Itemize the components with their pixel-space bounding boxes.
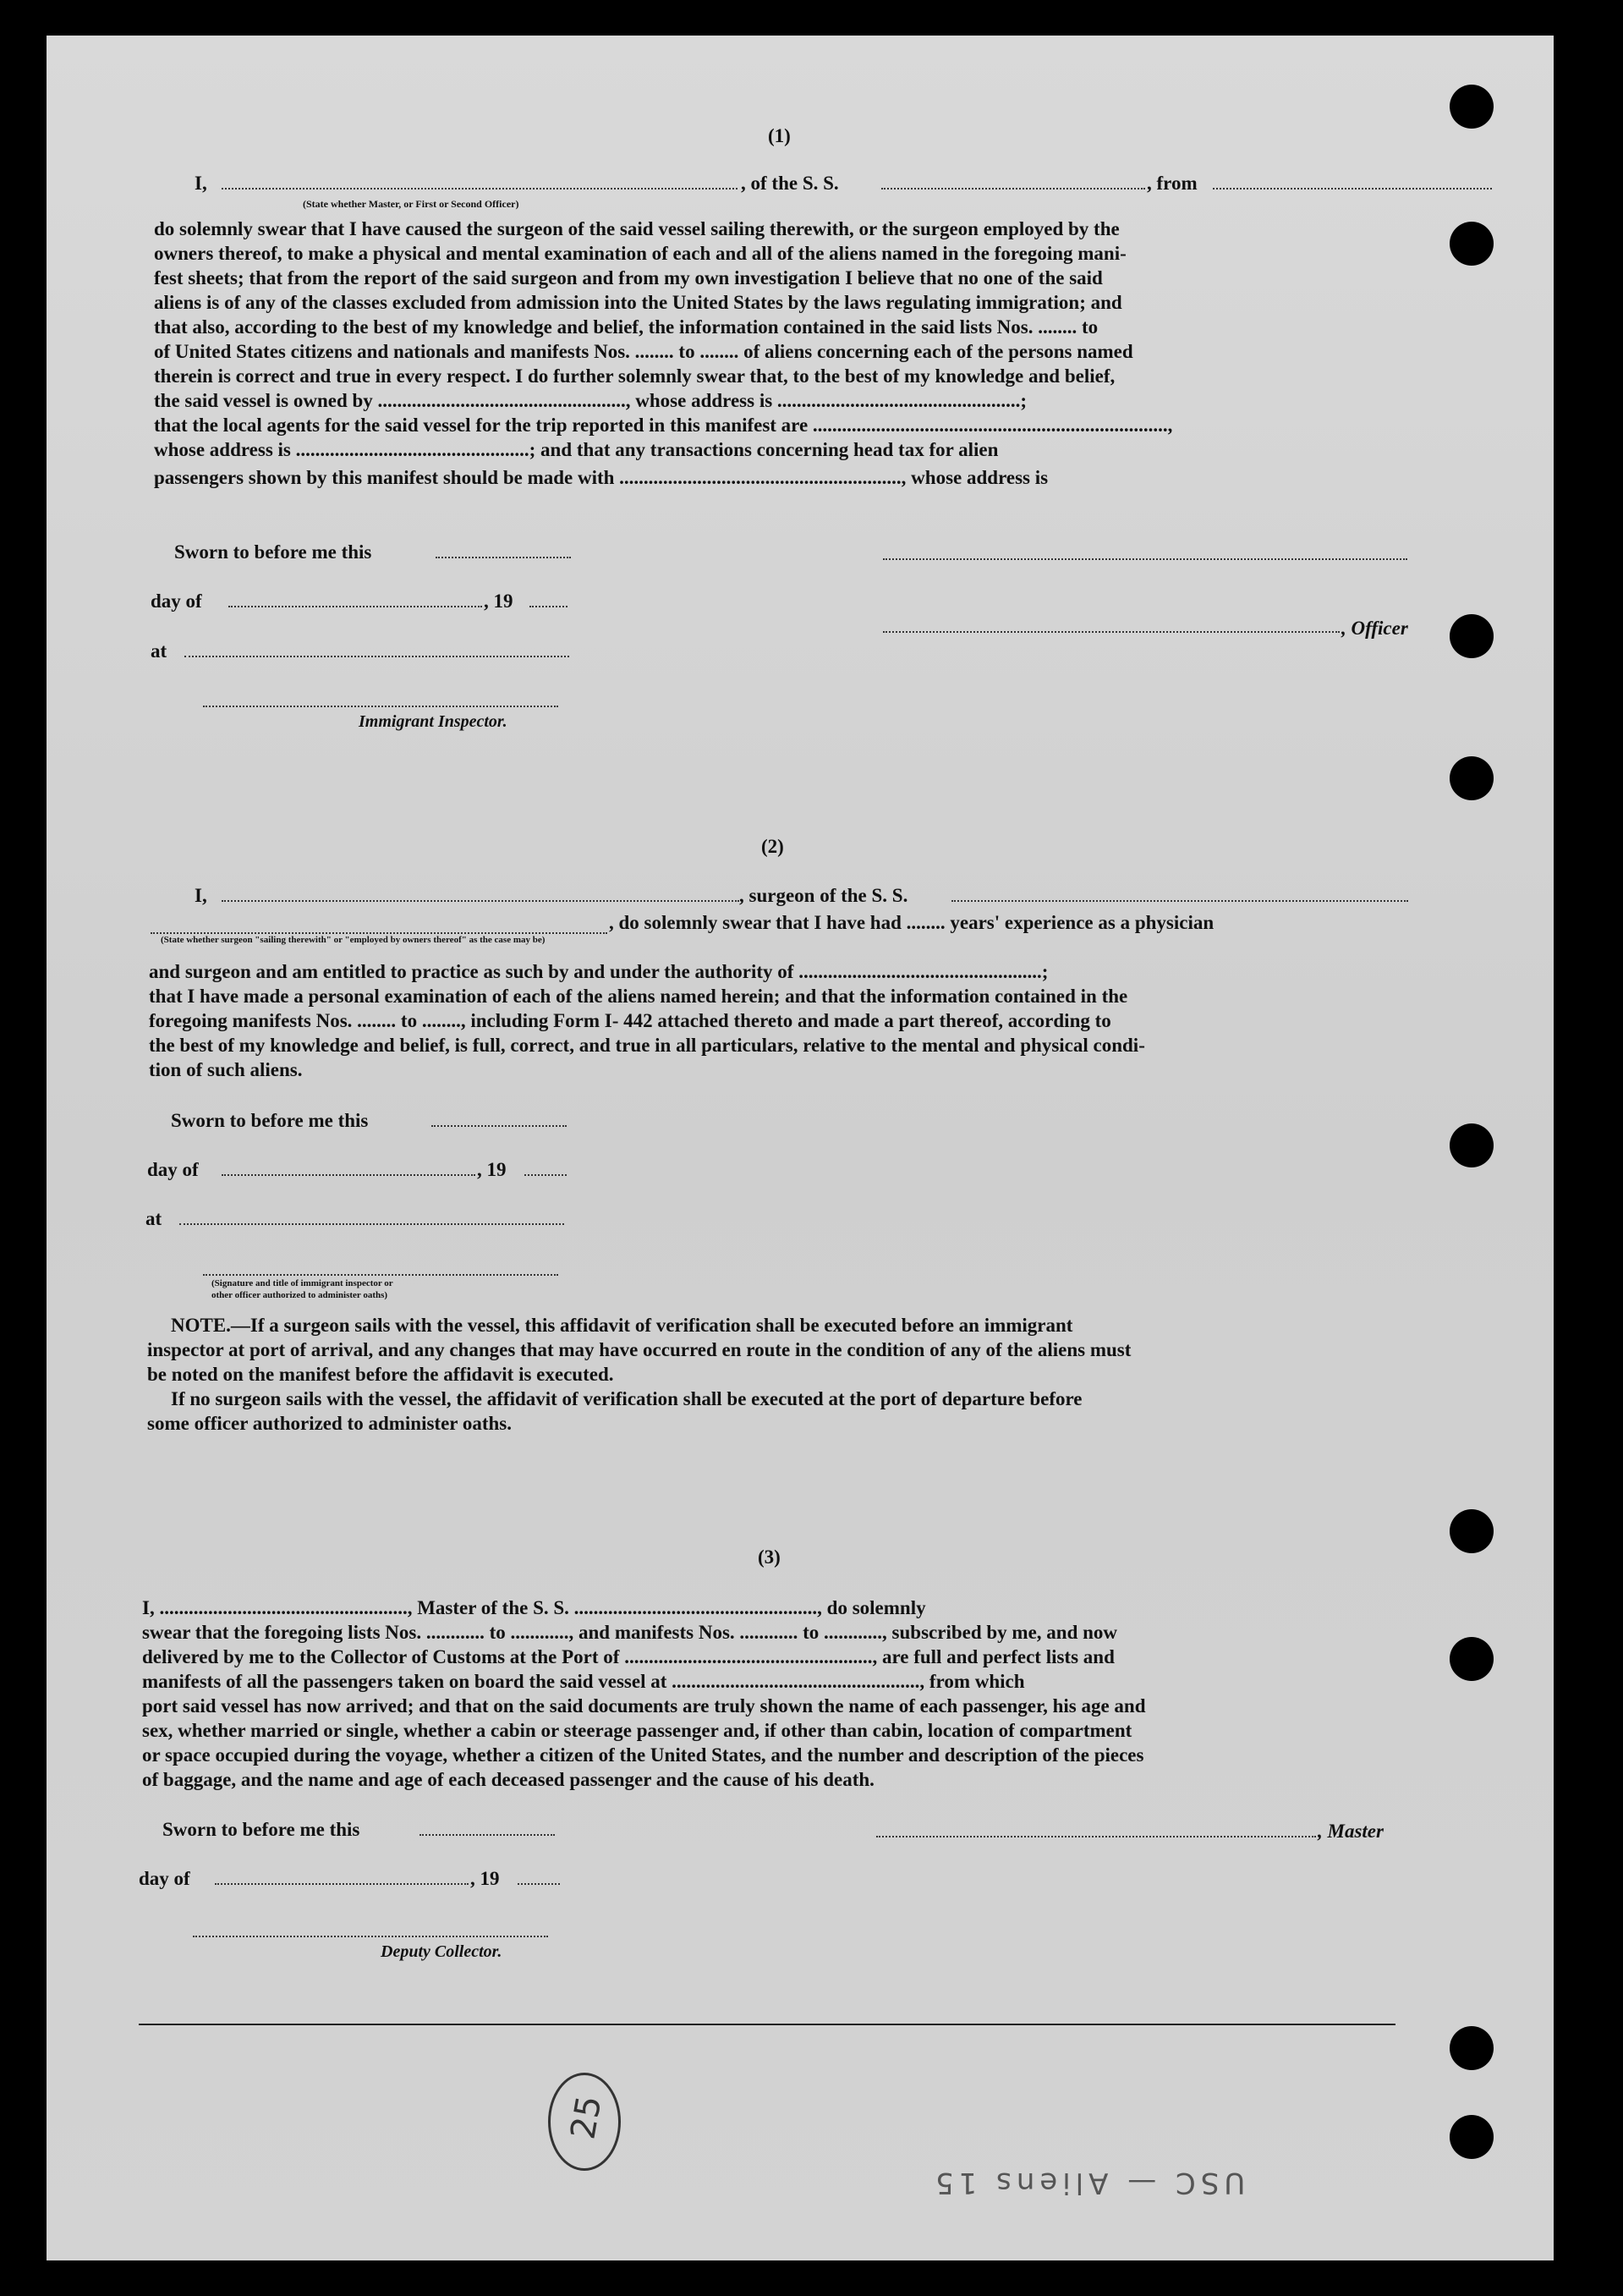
surgeon-name-field[interactable] — [222, 900, 739, 902]
officer-i-label: I, — [195, 173, 207, 194]
at-label-2: at — [145, 1208, 162, 1229]
officer-signature-field[interactable] — [883, 558, 1407, 560]
sworn-date-field-2[interactable] — [431, 1125, 567, 1127]
section-3-number: (3) — [758, 1546, 781, 1568]
officer-name-field[interactable] — [222, 188, 737, 190]
master-label: , Master — [1318, 1821, 1384, 1842]
year-label-3: , 19 — [470, 1868, 500, 1889]
day-of-field-3[interactable] — [215, 1883, 469, 1885]
signature-note-1: (Signature and title of immigrant inspector or — [211, 1278, 393, 1288]
officer-rank-note: (State whether Master, or First or Second Officer) — [303, 198, 519, 210]
of-ss-label: , of the S. S. — [741, 173, 839, 194]
at-place-field-2[interactable] — [179, 1223, 564, 1225]
officer-title-field[interactable] — [883, 631, 1340, 633]
day-of-label-3: day of — [139, 1868, 190, 1889]
at-label-1: at — [151, 640, 167, 662]
year-label-1: , 19 — [484, 590, 513, 612]
year-label-2: , 19 — [477, 1159, 507, 1180]
surgeon-vessel-field[interactable] — [951, 900, 1408, 902]
from-port-field[interactable] — [1213, 188, 1492, 190]
sworn-label-3: Sworn to before me this — [162, 1819, 360, 1840]
signature-note-2: other officer authorized to administer oaths) — [211, 1290, 388, 1300]
binder-hole — [1450, 1637, 1494, 1681]
inspector-signature-field[interactable] — [203, 706, 558, 707]
binder-hole — [1450, 756, 1494, 800]
binder-hole — [1450, 614, 1494, 658]
section-2-number: (2) — [761, 836, 784, 857]
sworn-label-2: Sworn to before me this — [171, 1110, 369, 1131]
deputy-collector-label: Deputy Collector. — [381, 1942, 502, 1961]
surgeon-i-label: I, — [195, 885, 207, 906]
binder-hole — [1450, 222, 1494, 266]
binder-hole — [1450, 2115, 1494, 2159]
year-field-3[interactable] — [518, 1883, 560, 1885]
day-of-field-1[interactable] — [228, 606, 482, 607]
year-field-1[interactable] — [529, 606, 568, 607]
binder-hole — [1450, 1509, 1494, 1553]
sworn-label-1: Sworn to before me this — [174, 541, 372, 563]
officer-label: , Officer — [1341, 618, 1408, 639]
bottom-rule — [139, 2024, 1395, 2025]
officer-signature-field-2[interactable] — [203, 1274, 558, 1276]
sworn-date-field-1[interactable] — [436, 557, 571, 558]
binder-hole — [1450, 85, 1494, 129]
vessel-name-field[interactable] — [881, 188, 1145, 190]
from-label: , from — [1147, 173, 1198, 194]
day-of-label-2: day of — [147, 1159, 199, 1180]
surgeon-status-note: (State whether surgeon "sailing therewith" or "employed by owners thereof" as the case may be) — [161, 935, 546, 945]
year-field-2[interactable] — [524, 1174, 567, 1176]
handwritten-page-number: 25 — [563, 2092, 610, 2143]
section-1-number: (1) — [768, 125, 791, 146]
surgeon-swear-line: , do solemnly swear that I have had ........ years' experience as a physician — [609, 912, 1215, 933]
at-place-field-1[interactable] — [184, 656, 569, 657]
binder-hole — [1450, 1123, 1494, 1167]
day-of-field-2[interactable] — [222, 1174, 475, 1176]
sworn-date-field-3[interactable] — [419, 1834, 555, 1836]
day-of-label-1: day of — [151, 590, 202, 612]
binder-hole — [1450, 2026, 1494, 2070]
immigrant-inspector-label: Immigrant Inspector. — [359, 712, 507, 731]
master-signature-field[interactable] — [876, 1836, 1316, 1837]
deputy-signature-field[interactable] — [193, 1936, 548, 1937]
handwritten-file-note: USC — Aliens 15 — [930, 2166, 1246, 2200]
surgeon-of-label: , surgeon of the S. S. — [739, 885, 908, 906]
